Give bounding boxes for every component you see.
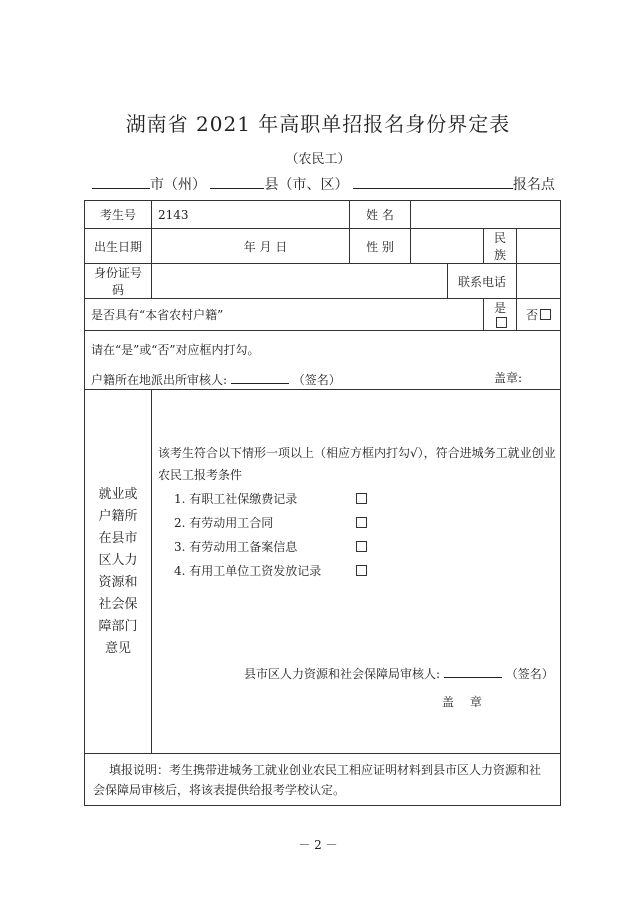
county-blank[interactable] — [210, 174, 264, 189]
name-label: 姓 名 — [350, 201, 411, 229]
police-seal-label: 盖章: — [493, 371, 523, 385]
phone-label: 联系电话 — [448, 264, 517, 299]
no-label: 否 — [526, 308, 539, 322]
no-option[interactable] — [517, 299, 561, 331]
site-suffix: 报名点 — [512, 177, 555, 193]
location-header — [92, 174, 555, 194]
employment-side-label: 就业或户籍所在县市区人力资源和社会保障部门意见 — [85, 390, 152, 754]
police-sign-blank[interactable] — [231, 369, 289, 384]
no-checkbox[interactable] — [540, 309, 551, 320]
exam-no-label: 考生号 — [85, 201, 152, 229]
police-sign-label: 户籍所在地派出所审核人: — [91, 373, 228, 387]
birth-label: 出生日期 — [85, 229, 152, 264]
yes-checkbox[interactable] — [496, 317, 507, 328]
fill-instructions — [85, 754, 561, 806]
id-field[interactable] — [152, 264, 448, 299]
identity-form-table — [84, 200, 561, 806]
phone-field[interactable] — [517, 264, 561, 299]
employment-item: 1. 有职工社保缴费记录 — [174, 490, 297, 507]
employment-item: 2. 有劳动用工合同 — [174, 514, 273, 531]
id-label: 身份证号码 — [85, 264, 152, 299]
page-number: － 2 － — [298, 838, 338, 852]
yes-option[interactable] — [484, 299, 517, 331]
city-blank[interactable] — [92, 174, 150, 189]
rural-question: 是否具有“本省农村户籍” — [85, 299, 484, 331]
police-verify-cell — [85, 331, 561, 390]
employment-item-checkbox[interactable] — [356, 517, 367, 528]
exam-no-value[interactable]: 2143 — [152, 201, 350, 229]
employment-item-checkbox[interactable] — [356, 565, 367, 576]
yes-label: 是 — [494, 301, 507, 315]
county-suffix: 县（市、区） — [264, 177, 349, 193]
mark-notice: 请在“是”或“否”对应框内打勾。 — [91, 343, 260, 357]
gender-label: 性 别 — [350, 229, 411, 264]
birth-field[interactable]: 年 月 日 — [152, 229, 350, 264]
ethnicity-label: 民 族 — [484, 229, 517, 264]
hr-sign-blank[interactable] — [444, 663, 502, 678]
city-suffix: 市（州） — [150, 177, 206, 193]
employment-intro: 该考生符合以下情形一项以上（相应方框内打勾√），符合进城务工就业创业农民工报考条件 — [158, 446, 556, 482]
employment-item-checkbox[interactable] — [356, 493, 367, 504]
name-field[interactable] — [411, 201, 561, 229]
employment-item: 4. 有用工单位工资发放记录 — [174, 562, 321, 579]
employment-item-checkbox[interactable] — [356, 541, 367, 552]
ethnicity-field[interactable] — [517, 229, 561, 264]
hr-sign-note: （签名） — [505, 667, 554, 681]
form-title: 湖南省 2021 年高职单招报名身份界定表 — [125, 112, 511, 136]
site-blank[interactable] — [353, 174, 513, 189]
hr-sign-row — [244, 663, 554, 682]
employment-opinion-cell — [152, 390, 561, 754]
form-subtitle: （农民工） — [285, 152, 351, 167]
police-sign-note: （签名） — [292, 373, 341, 387]
fill-note-text: 填报说明：考生携带进城务工就业创业农民工相应证明材料到县市区人力资源和社会保障局审核后，将该表提供给报考学校认定。 — [93, 762, 542, 797]
employment-item: 3. 有劳动用工备案信息 — [174, 538, 297, 555]
police-sign-row — [91, 369, 552, 388]
hr-sign-label: 县市区人力资源和社会保障局审核人: — [244, 667, 441, 681]
gender-field[interactable] — [411, 229, 484, 264]
hr-seal-label: 盖 章 — [442, 695, 488, 709]
